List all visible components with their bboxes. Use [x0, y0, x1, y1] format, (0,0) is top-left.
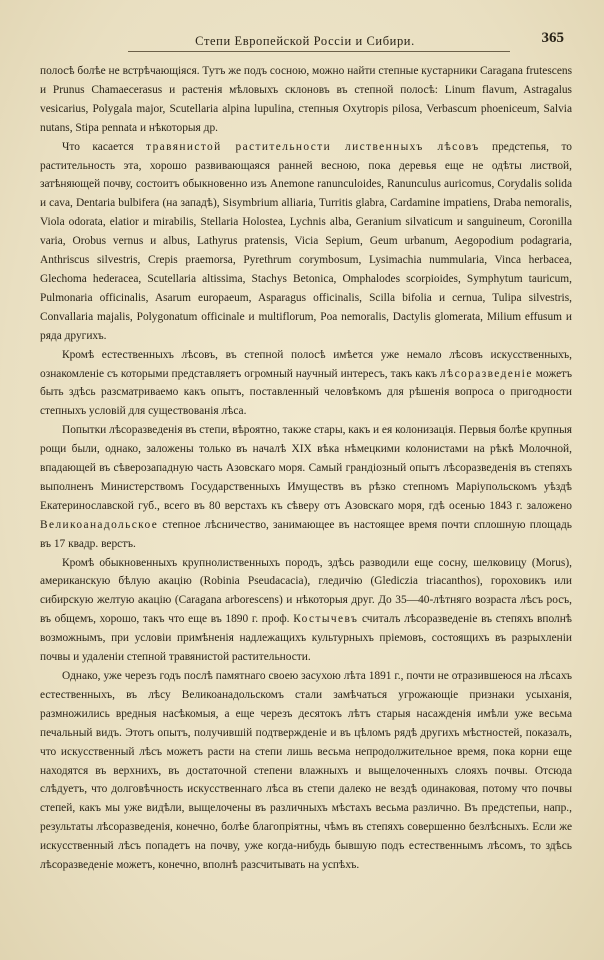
paragraph-text: считалъ лѣсоразведеніе въ степяхъ вполнѣ возможнымъ, при условіи примѣненія надлежащихъ культурныхъ пріемовъ, состоящихъ въ разрыхленіи почвы и удаленіи степной травянистой растительности. [40, 613, 572, 664]
paragraph [40, 62, 572, 138]
paragraph-text: Кромѣ естественныхъ лѣсовъ, въ степной полосѣ имѣется уже немало лѣсовъ искусственныхъ, ознакомленіе съ которыми представляетъ огромный научный интересъ, такъ какъ [40, 348, 572, 380]
paragraph [40, 346, 572, 422]
running-header [40, 30, 570, 54]
paragraph [40, 667, 572, 875]
paragraph [40, 138, 572, 346]
paragraph-text: предстепья, то растительность эта, хорошо развивающаяся ранней весною, пока деревья еще не одѣты листвой, затѣняющей почву, состоитъ обыкновенно изъ Anemone ranunculoides, Ranunculus auricomus, Corydalis solida и cava, Dentaria bulbifera (на западѣ), Sisymbrium alliaria, Turritis glabra, Cardamine impatiens, Draba nemoralis, Viola odorata, elatior и mirabilis, Stellaria Holostea, Lychnis alba, Geranium silvaticum и sanguineum, Coronilla varia, Orobus vernus и albus, Lathyrus pratensis, Vicia Sepium, Geum urbanum, Aegopodium podagraria, Anthriscus silvestris, Crepis praemorsa, Pyrethrum corymbosum, Lysimachia nummularia, Vinca herbacea, Glechoma hederacea, Scutellaria altissima, Stachys Betonica, Omphalodes scorpioides, Symphytum tauricum, Pulmonaria officinalis, Asarum europaeum, Asparagus officinalis, Scilla bifolia и cernua, Tulipa silvestris, Convallaria majalis, Polygonatum officinale и multiflorum, Poa nemoralis, Dactylis glomerata, Milium effusum и ряда другихъ. [40, 140, 572, 342]
paragraph-text: полосѣ болѣе не встрѣчающіяся. Тутъ же подъ сосною, можно найти степные кустарники Caragana frutescens и Prunus Chamaecerasus и растенія мѣловыхъ склоновъ въ степной полосѣ: Linum flavum, Astragalus vesicarius, Polygala major, Scutellaria alpina lupulina, степныя Oxytropis pilosa, Verbascum phoeniceum, Salvia nutans, Stipa pennata и нѣкоторыя др. [40, 65, 572, 134]
spaced-emphasis: Костычевъ [293, 613, 359, 626]
paragraph-text: Однако, уже черезъ годъ послѣ памятнаго своею засухою лѣта 1891 г., почти не отразившеюся на лѣсахъ естественныхъ, въ лѣсу Великоанадольскомъ стали замѣчаться угрожающіе признаки усыханія, размножились вредныя насѣкомыя, а еще черезъ десятокъ лѣтъ старыя насажденія имѣли уже весьма печальный видъ. Этотъ опытъ, получившій подтвержденіе и въ цѣломъ рядѣ другихъ мѣстностей, показалъ, что искусственный лѣсъ можетъ расти на степи лишь весьма непродолжительное время, пока корни еще находятся въ верхнихъ, въ достаточной степени влажныхъ и выщелоченныхъ слояхъ почвы. Отсюда слѣдуетъ, что долговѣчность искусственнаго лѣса въ степи далеко не вездѣ одинаковая, потому что почвы степей, какъ мы уже видѣли, выщелочены въ различныхъ мѣстахъ весьма различно. Въ предстепьи, напр., результаты лѣсоразведенія, конечно, болѣе благопріятны, чѣмъ въ степяхъ совершенно безлѣсныхъ. Если же искусственный лѣсъ попадетъ на почву, уже когда-нибудь бывшую подъ естественнымъ лѣсомъ, то здѣсь лѣсоразведеніе можетъ, конечно, вполнѣ разсчитывать на успѣхъ. [40, 670, 572, 872]
running-title: Степи Европейской Россіи и Сибири. [195, 34, 415, 48]
paragraph-text: можетъ быть здѣсь разсматриваемо какъ опытъ, поставленный человѣкомъ для рѣшенія вопроса о пригодности степныхъ условій для существованія лѣса. [40, 367, 572, 418]
header-rule [128, 51, 510, 52]
paragraph-text: степное лѣсничество, занимающее въ настоящее время почти сплошную площадь въ 17 квадр. верстъ. [40, 518, 572, 550]
paragraph-text: Попытки лѣсоразведенія въ степи, вѣроятно, также стары, какъ и ея колонизація. Первыя болѣе крупныя рощи были, однако, заложены только въ началѣ XIX вѣка нѣмецкими колонистами на рѣкѣ Молочной, впадающей въ сѣверозападную часть Азовскаго моря. Самый грандіозный опытъ лѣсоразведенія въ степяхъ выполненъ Министерствомъ Государственныхъ Имуществъ въ рѣзко степномъ Маріупольскомъ уѣздѣ Екатеринославской губ., всего въ 80 верстахъ къ сѣверу отъ Азовскаго моря, гдѣ осенью 1843 г. заложено [40, 424, 572, 512]
spaced-emphasis: Великоанадольское [40, 518, 159, 531]
paragraph-text: Что касается [62, 140, 147, 153]
spaced-emphasis: лѣсоразведеніе [439, 367, 533, 380]
page-number: 365 [541, 30, 564, 46]
paragraph [40, 554, 572, 667]
body-text [40, 62, 572, 875]
paragraph [40, 421, 572, 553]
spaced-emphasis: травянистой растительности лиственныхъ лѣсовъ [146, 140, 480, 153]
paragraph-text: Кромѣ обыкновенныхъ крупнолиственныхъ породъ, здѣсь разводили еще сосну, шелковицу (Morus), американскую бѣлую акацію (Robinia Pseudacacia), гледичію (Gledіczia triacanthos), гороховикъ или сибирскую желтую акацію (Caragana arborescens) и нѣкоторыя друг. До 35—40-лѣтняго возраста лѣсъ росъ, въ общемъ, хорошо, такъ что еще въ 1890 г. проф. [40, 556, 572, 626]
